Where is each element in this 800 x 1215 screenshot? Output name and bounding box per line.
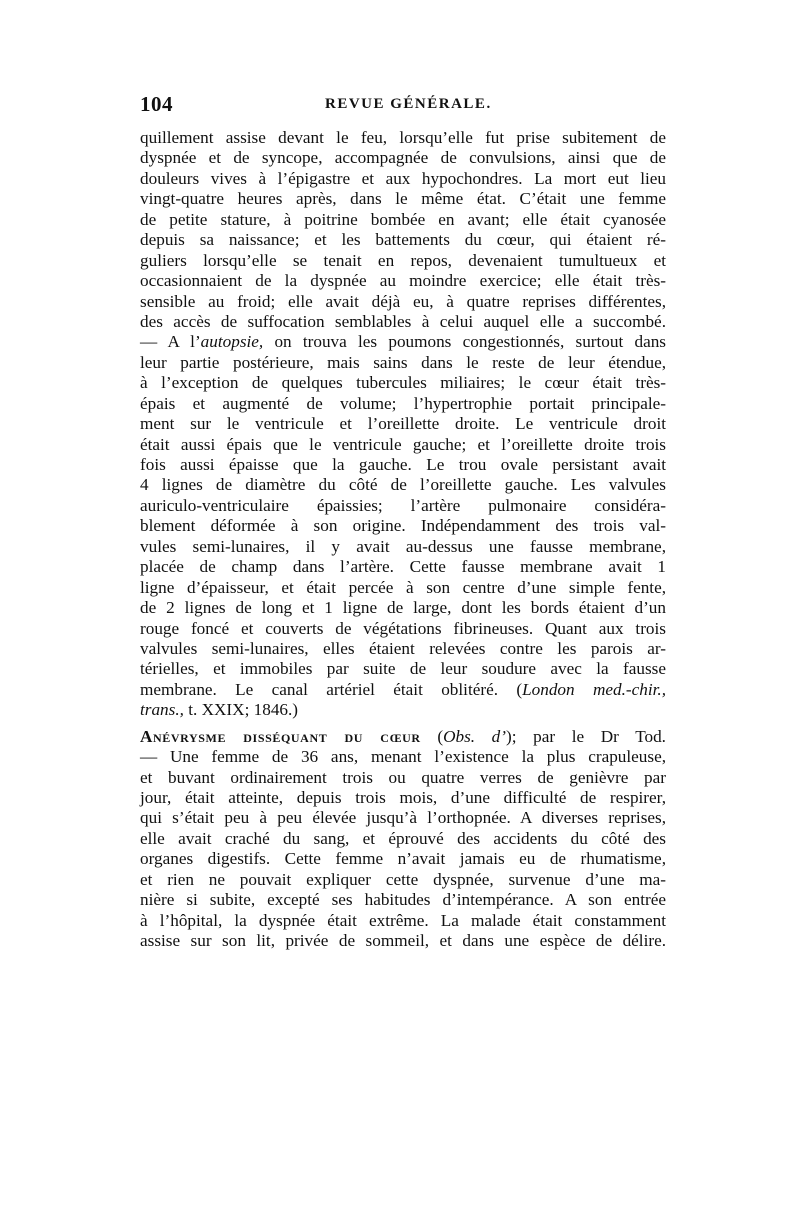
text-line: à l’exception de quelques tubercules miliaires; le cœur était très- bbox=[140, 373, 666, 393]
citation-trans: trans., bbox=[140, 700, 184, 720]
text-line: — Une femme de 36 ans, menant l’existence la plus crapuleuse, bbox=[140, 747, 666, 767]
citation-end-line bbox=[140, 700, 666, 720]
page-number: 104 bbox=[140, 92, 173, 116]
heading-paren: ( bbox=[420, 726, 444, 746]
heading-tail: ); par le Dr Tod. bbox=[506, 726, 666, 746]
text-line: quillement assise devant le feu, lorsqu’elle fut prise subitement de bbox=[140, 128, 666, 147]
text-line: auriculo-ventriculaire épaissies; l’artère pulmonaire considéra- bbox=[140, 495, 666, 515]
text-line: assise sur son lit, privée de sommeil, et dans une espèce de délire. bbox=[140, 931, 666, 951]
text-line: douleurs vives à l’épigastre et aux hypochondres. La mort eut lieu bbox=[140, 168, 666, 188]
text-line: vules semi-lunaires, il y avait au-dessus une fausse membrane, bbox=[140, 536, 666, 556]
text-line: placée de champ dans l’artère. Cette fausse membrane avait 1 bbox=[140, 557, 666, 577]
autopsy-first-line bbox=[140, 332, 666, 352]
text-line: dyspnée et de syncope, accompagnée de convulsions, ainsi que de bbox=[140, 148, 666, 168]
body-text bbox=[140, 128, 666, 952]
text-line: sensible au froid; elle avait déjà eu, à quatre reprises différentes, bbox=[140, 291, 666, 311]
text-line: organes digestifs. Cette femme n’avait jamais eu de rhumatisme, bbox=[140, 849, 666, 869]
text-line: de petite stature, à poitrine bombée en avant; elle était cyanosée bbox=[140, 209, 666, 229]
heading-obs: Obs. d’ bbox=[443, 726, 506, 746]
citation-start: membrane. Le canal artériel était oblitéré. ( bbox=[140, 679, 523, 699]
running-title: REVUE GÉNÉRALE. bbox=[325, 96, 492, 112]
section-heading-line bbox=[140, 727, 666, 747]
text-line: leur partie postérieure, mais sains dans le reste de leur étendue, bbox=[140, 352, 666, 372]
citation-journal: London med.-chir., bbox=[522, 679, 666, 699]
citation-line bbox=[140, 680, 666, 700]
text-line: guliers lorsqu’elle se tenait en repos, devenaient tumultueux et bbox=[140, 250, 666, 270]
text-line: était aussi épais que le ventricule gauche; et l’oreillette droite trois bbox=[140, 434, 666, 454]
text-line: depuis sa naissance; et les battements du cœur, qui étaient ré- bbox=[140, 230, 666, 250]
text-line: rouge foncé et couverts de végétations fibrineuses. Quant aux trois bbox=[140, 618, 666, 638]
text-line: elle avait craché du sang, et éprouvé des accidents du côté des bbox=[140, 828, 666, 848]
autopsy-rest: on trouva les poumons congestionnés, surtout dans bbox=[263, 332, 666, 352]
text-line: vingt-quatre heures après, dans le même état. C’était une femme bbox=[140, 189, 666, 209]
text-line: à l’hôpital, la dyspnée était extrême. La malade était constamment bbox=[140, 910, 666, 930]
text-line: nière si subite, excepté ses habitudes d’intempérance. A son entrée bbox=[140, 890, 666, 910]
text-line: et buvant ordinairement trois ou quatre verres de genièvre par bbox=[140, 767, 666, 787]
text-line: fois aussi épaisse que la gauche. Le trou ovale persistant avait bbox=[140, 455, 666, 474]
section-heading: Anévrysme disséquant du cœur bbox=[140, 726, 421, 746]
text-line: valvules semi-lunaires, elles étaient relevées contre les parois ar- bbox=[140, 638, 666, 658]
text-line: occasionnaient de la dyspnée au moindre exercice; elle était très- bbox=[140, 271, 666, 291]
page-header bbox=[140, 92, 670, 120]
text-line: térielles, et immobiles par suite de leur soudure avec la fausse bbox=[140, 659, 666, 679]
text-line: épais et augmenté de volume; l’hypertrophie portait principale- bbox=[140, 393, 666, 413]
autopsy-italic: autopsie, bbox=[200, 332, 264, 352]
text-line: de 2 lignes de long et 1 ligne de large, dont les bords étaient d’un bbox=[140, 598, 666, 618]
text-line: qui s’était peu à peu élevée jusqu’à l’orthopnée. A diverses reprises, bbox=[140, 808, 666, 828]
text-line: et rien ne pouvait expliquer cette dyspnée, survenue d’une ma- bbox=[140, 869, 666, 889]
text-line: des accès de suffocation semblables à celui auquel elle a succombé. bbox=[140, 311, 666, 331]
text-line: ment sur le ventricule et l’oreillette droite. Le ventricule droit bbox=[140, 414, 666, 434]
citation-volume: t. XXIX; 1846.) bbox=[183, 700, 299, 720]
text-line: jour, était atteinte, depuis trois mois, d’une difficulté de respirer, bbox=[140, 788, 666, 807]
autopsy-prefix: — A l’ bbox=[140, 332, 201, 352]
text-line: ligne d’épaisseur, et était percée à son centre d’une simple fente, bbox=[140, 577, 666, 597]
text-line: blement déformée à son origine. Indépendamment des trois val- bbox=[140, 516, 666, 536]
text-line: 4 lignes de diamètre du côté de l’oreillette gauche. Les valvules bbox=[140, 475, 666, 495]
